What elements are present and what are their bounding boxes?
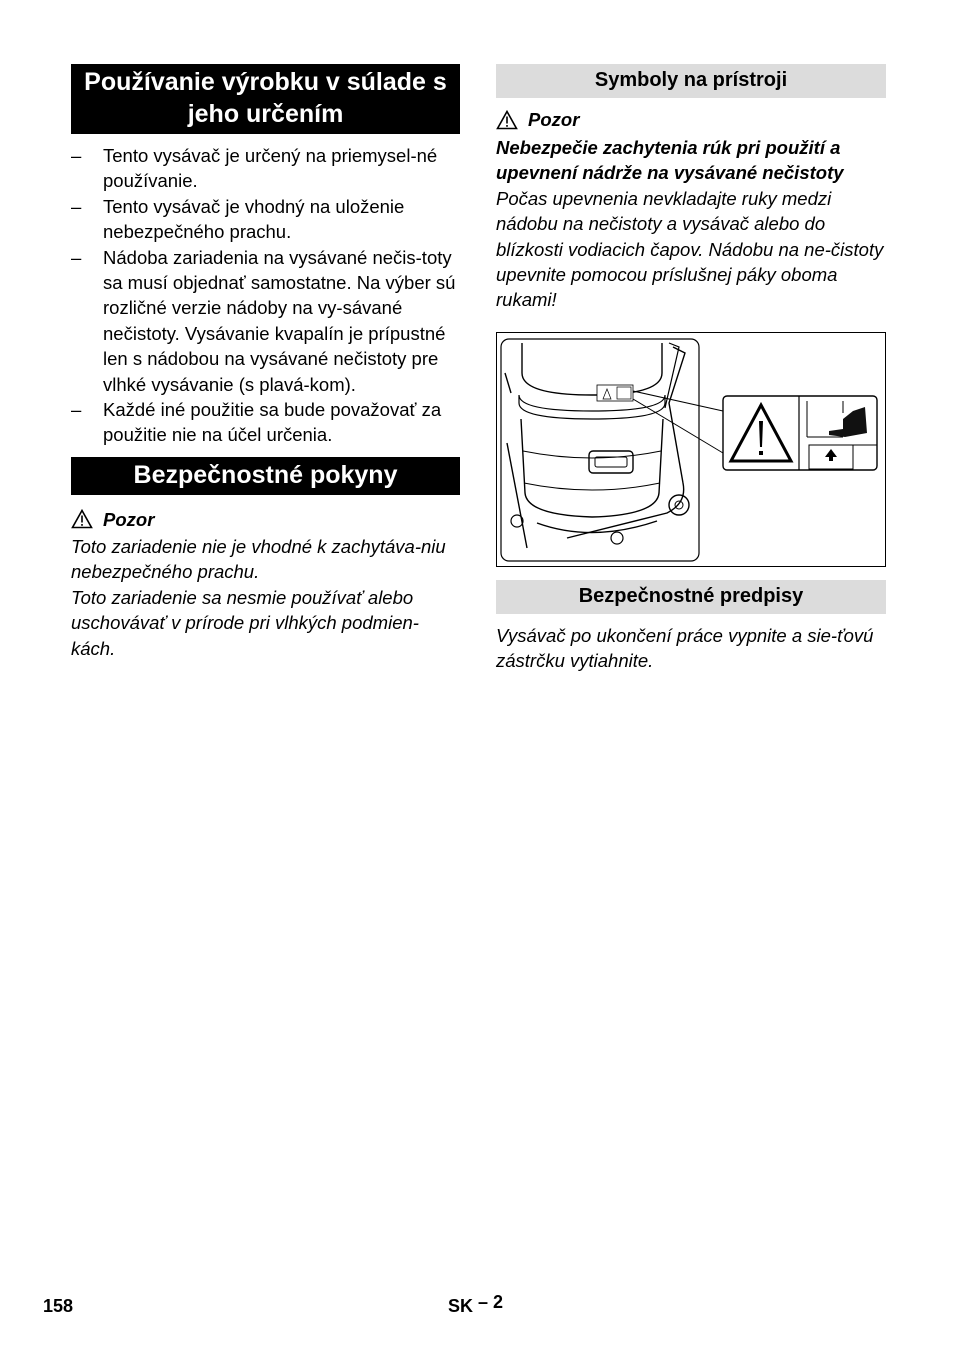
warning-line bbox=[496, 107, 886, 132]
safety-paragraph-1: Toto zariadenie nie je vhodné k zachytáva-niu nebezpečného prachu. bbox=[71, 535, 446, 583]
safety-paragraph-2: Toto zariadenie sa nesmie používať alebo uschovávať v prírode pri vlhkých podmien-kách. bbox=[71, 586, 419, 659]
device-symbol-figure bbox=[496, 332, 886, 567]
heading-safety-rules: Bezpečnostné predpisy bbox=[496, 580, 886, 614]
list-item: – Tento vysávač je vhodný na uloženie nebezpečného prachu. bbox=[71, 195, 405, 243]
warning-label: Pozor bbox=[103, 508, 155, 530]
warning-line bbox=[71, 507, 460, 532]
vacuum-container-illustration bbox=[497, 333, 885, 566]
hazard-description: Počas upevnenia nevkladajte ruky medzi nádobu na nečistoty a vysávač alebo do blízkosti vodiacich čapov. Nádobu na ne-čistoty upevnite pomocou príslušnej páky oboma rukami! bbox=[496, 187, 884, 311]
left-column bbox=[71, 64, 460, 661]
page-number: 158 bbox=[43, 1296, 74, 1316]
intended-use-list bbox=[71, 143, 460, 448]
language-code: SK – 2 bbox=[448, 1292, 504, 1316]
heading-intended-use: Používanie výrobku v súlade s jeho určením bbox=[71, 64, 460, 134]
list-item: – Tento vysávač je určený na priemysel-né používanie. bbox=[71, 145, 438, 192]
warning-triangle-icon bbox=[71, 509, 93, 529]
right-column bbox=[496, 64, 886, 674]
list-item: – Každé iné použitie sa bude považovať za použitie nie na účel určenia. bbox=[71, 399, 442, 446]
warning-label: Pozor bbox=[528, 109, 580, 130]
heading-safety: Bezpečnostné pokyny bbox=[71, 457, 460, 495]
safety-rules-paragraph: Vysávač po ukončení práce vypnite a sie-ťovú zástrčku vytiahnite. bbox=[496, 624, 874, 672]
warning-triangle-icon bbox=[496, 110, 518, 130]
heading-symbols: Symboly na prístroji bbox=[496, 64, 886, 98]
hazard-title: Nebezpečie zachytenia rúk pri použití a upevnení nádrže na vysávané nečistoty bbox=[496, 137, 844, 184]
list-item: – Nádoba zariadenia na vysávané nečis-toty sa musí objednať samostatne. Na výber sú rozličné verzie nádoby na vy-sávané nečistoty. Vysávanie kvapalín je prípustné len s nádobou na vysávané nečistoty pre vlhké vysávanie (s plavá-kom). bbox=[71, 246, 456, 395]
